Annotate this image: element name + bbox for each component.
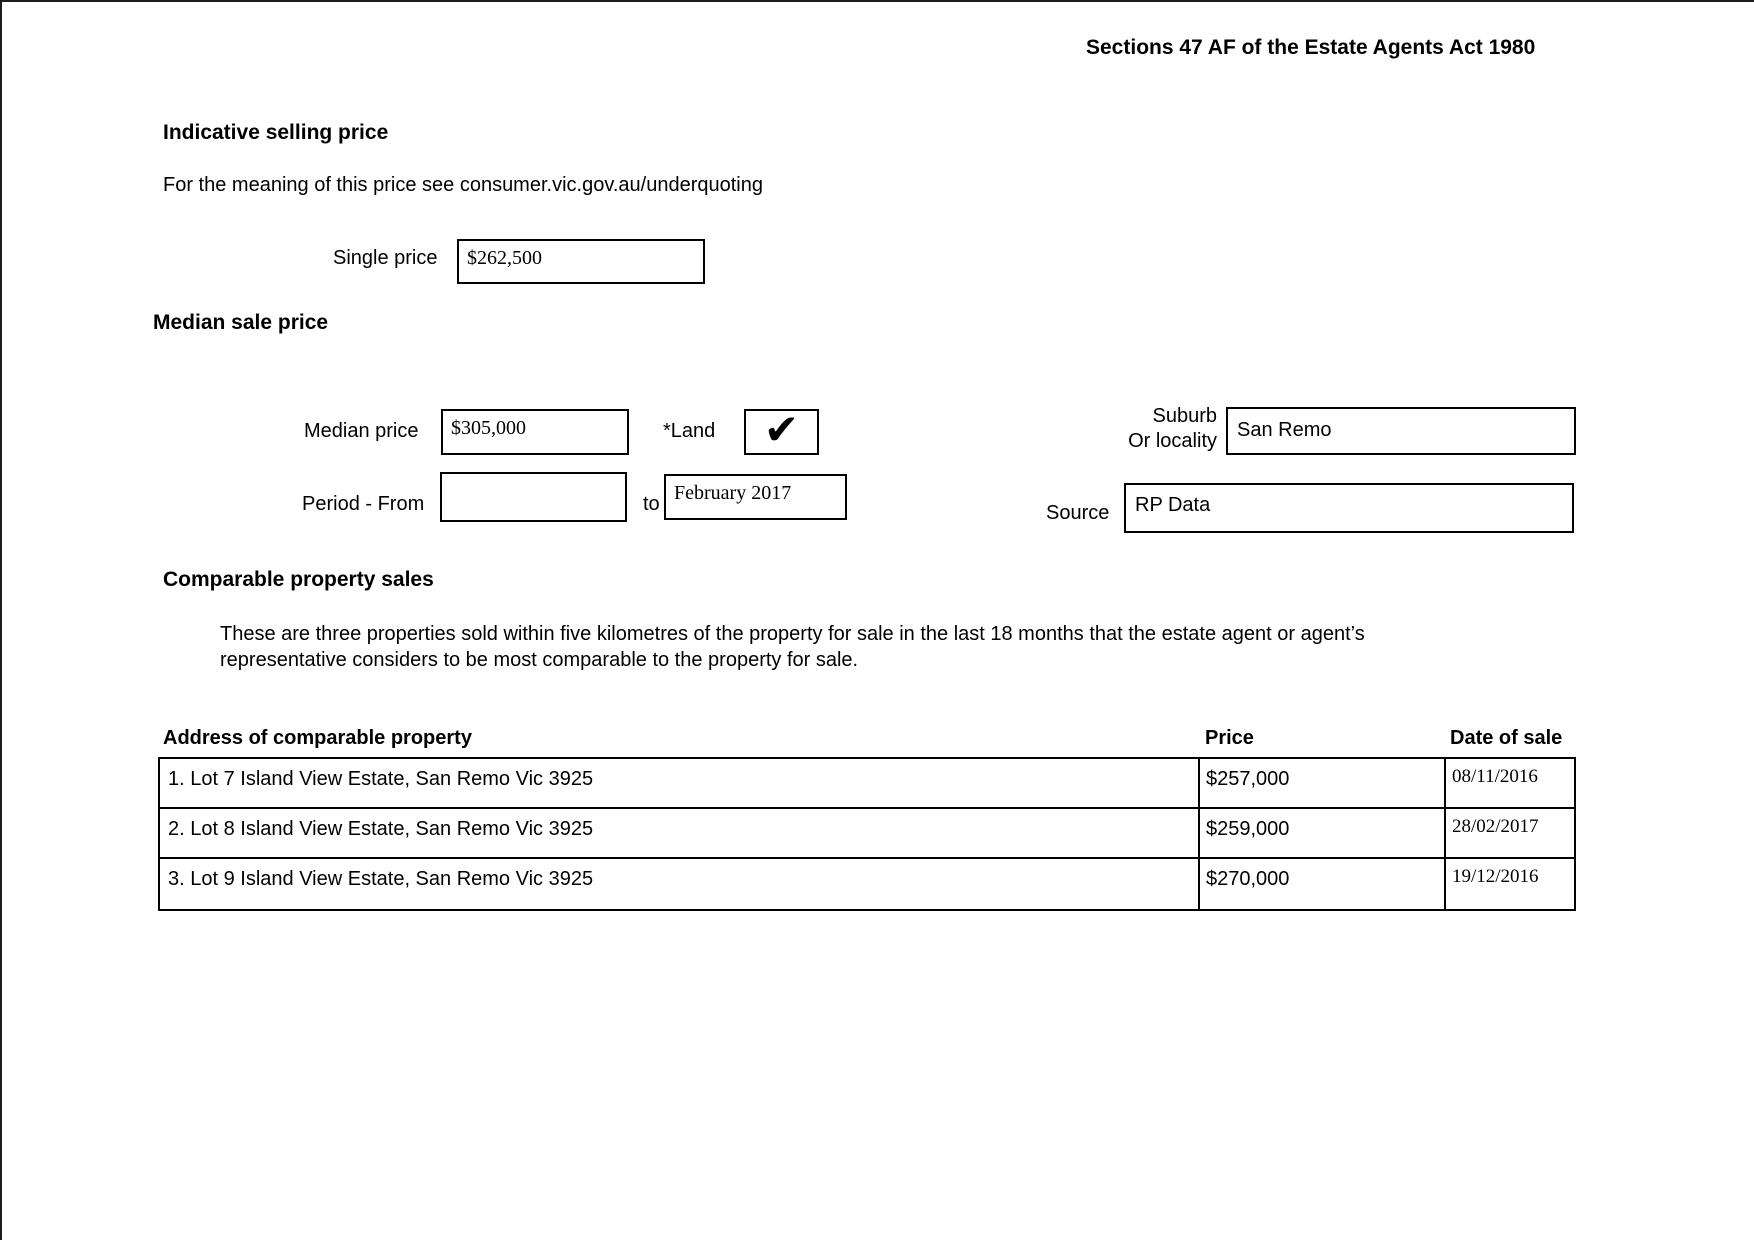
- suburb-or-locality-label: [1118, 404, 1217, 454]
- period-from-field[interactable]: [440, 472, 627, 522]
- median-price-label: Median price: [304, 420, 419, 442]
- period-from-label: Period - From: [302, 493, 425, 515]
- date-cell: 19/12/2016: [1452, 866, 1539, 887]
- date-cell: 08/11/2016: [1452, 766, 1538, 787]
- source-value: RP Data: [1135, 494, 1211, 516]
- single-price-label: Single price: [333, 247, 438, 269]
- period-to-field[interactable]: [664, 474, 847, 520]
- table-row: [160, 759, 1574, 809]
- column-header-address: Address of comparable property: [163, 727, 472, 749]
- median-price-field[interactable]: [441, 409, 629, 455]
- suburb-label-line2: Or locality: [1128, 430, 1217, 452]
- comparable-description: These are three properties sold within five kilometres of the property for sale in the last 18 months that the estate agent or agent’s representative considers to be most comparable to the property for sale.: [220, 623, 1365, 671]
- address-cell: 1. Lot 7 Island View Estate, San Remo Vic 3925: [160, 759, 1200, 807]
- single-price-field[interactable]: [457, 239, 705, 284]
- single-price-value: $262,500: [467, 247, 542, 269]
- suburb-field[interactable]: [1226, 407, 1576, 455]
- price-cell: $257,000: [1200, 759, 1446, 807]
- suburb-value: San Remo: [1237, 419, 1332, 441]
- comparable-property-sales-heading: Comparable property sales: [163, 568, 434, 591]
- indicative-selling-price-heading: Indicative selling price: [163, 121, 389, 144]
- table-row: [160, 859, 1574, 909]
- source-field[interactable]: [1124, 483, 1574, 533]
- comparable-sales-table: [158, 757, 1576, 911]
- column-header-price: Price: [1205, 727, 1254, 749]
- address-cell: 3. Lot 9 Island View Estate, San Remo Vic 3925: [160, 859, 1200, 909]
- suburb-label-line1: Suburb: [1152, 405, 1217, 427]
- page-top-border: [0, 0, 1754, 2]
- address-cell: 2. Lot 8 Island View Estate, San Remo Vic 3925: [160, 809, 1200, 857]
- period-to-value: February 2017: [674, 482, 792, 504]
- underquoting-note: For the meaning of this price see consumer.vic.gov.au/underquoting: [163, 174, 763, 196]
- land-label: *Land: [663, 420, 716, 442]
- date-cell: 28/02/2017: [1452, 816, 1539, 837]
- check-icon: ✔: [763, 409, 800, 454]
- period-from-value: [442, 474, 625, 480]
- price-cell: $259,000: [1200, 809, 1446, 857]
- period-to-label: to: [643, 493, 660, 515]
- page-left-border: [0, 0, 2, 1240]
- median-sale-price-heading: Median sale price: [153, 311, 329, 334]
- source-label: Source: [1046, 502, 1110, 524]
- document-title: Sections 47 AF of the Estate Agents Act 1980: [1086, 36, 1536, 59]
- land-checkbox[interactable]: [744, 409, 819, 455]
- median-price-value: $305,000: [451, 417, 526, 439]
- price-cell: $270,000: [1200, 859, 1446, 909]
- table-row: [160, 809, 1574, 859]
- column-header-date-of-sale: Date of sale: [1450, 727, 1563, 749]
